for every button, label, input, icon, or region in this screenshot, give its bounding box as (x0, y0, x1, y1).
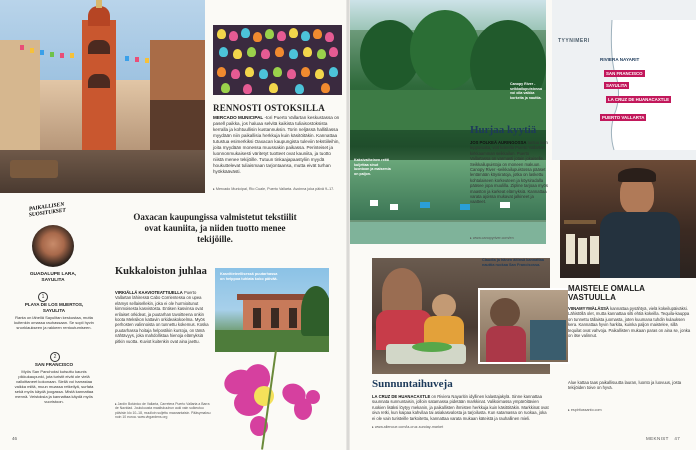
guide-name: GUADALUPE LARA, SAYULITA (29, 272, 77, 283)
sunnuntai-body: on Riviera Nayaritin idyllinen kalastajakylä. Sinne kannattaa suunnata sunnuntaisin, jolloin satamassa pidetään markkinat. Valikoimassa ympäröitävien ruokien lisäksi löytyy mekanin, ja paikallisten ihmisten herkkuja kuin käsitöitäkin. Markkinat ovat oiva retki, kun kaipaa kahvilaa tai asiakasvalosta ja tarjoilusta. Kun satamassa on ruokaa, joka ei ole vain turisteille tarkoitettu, kannattaa varata mukaan käteistä ja rauhallinen mieli. (372, 394, 549, 421)
hurjaa-heading: Hurjaa kyytiä (470, 124, 537, 136)
map-place-la-cruz: LA CRUZ DE HUANACAXTLE (608, 97, 670, 102)
pull-quote: Oaxacan kaupungissa valmistetut tekstiilit ovat kauniita, ja niiden tuotto menee tekijöille. (133, 212, 297, 244)
sunnuntai-link: ▸ www.allencue.com/la-cruz-sunday-market (372, 425, 444, 429)
magazine-name: MEKNIST (646, 436, 669, 441)
maistele-link: ▸ espiritussanto.com (568, 408, 602, 412)
orchid-image (210, 350, 330, 450)
maistele-heading: MAISTELE OMALLA VASTUULLA (568, 284, 645, 302)
tip-2-body: Myös San Panchoksi kutsuttu kaunis pikkukaupunki, jota turistit eivät ole vielä valloittaneet kokonaan. Siellä voi harrastaa vaikka miitä, muun muassa retkeilyä, surfata sekä myös käydä joogassa. Mistä kannattaa mennä. Veistoksia ja kannattaa käydä myös vuoristoon. (14, 369, 94, 404)
hurjaa-article (470, 140, 550, 205)
hurjaa-lead: JOS POLKEÄ AURINGOSSA (470, 140, 527, 145)
tip-1-number: 1 (38, 292, 48, 302)
maistele-body: kannattaa pysähtyä, vielä kokeilupäiväksi. Lähistöllä olet, mutta kannattaa silti ehtiä kokeilla. Tequila-kauppa on tunnettu tällaista juomasta, joten kuumana tuhdin kulauksen kera. Kannattaa hyvin harkita, kuinka paljon maistelee, sillä tequilat ovat vahvoja. Paikallisten mukaan paras on aina se, jonka on itse valinnut. (568, 306, 691, 339)
hurjaa-link: ▸ www.canopyriver.com/en (470, 236, 514, 240)
map-place-sayulita: SAYULITA (606, 83, 628, 88)
sunnuntai-lead: LA CRUZ DE HUANACAXTLE (372, 394, 431, 399)
left-folio: 46 (12, 436, 18, 441)
map-region: RIVIERA NAYARIT (600, 57, 640, 62)
tequila-photo (560, 160, 696, 278)
map-place-puerto-vallarta: PUERTO VALLARTA (602, 115, 645, 120)
vendor-photo-inset (478, 288, 570, 364)
church-lead: VIRKIÄLLÄ KAAVIOTEATTIUELLA (115, 290, 183, 295)
maistele-lead: VIINAMYYMÄLÄSSÄ (568, 306, 609, 311)
map-inset (552, 0, 696, 160)
church-article (115, 290, 211, 344)
sidebar-badge: PAIKALLISEN SUOSITUKSET (28, 201, 67, 219)
tip-2-title: SAN FRANCISCO (34, 362, 74, 367)
right-folio: 47 (674, 436, 681, 441)
maistele-article (568, 306, 692, 338)
tip-1-body: Ranta on lähellä Sayulitan keskustaa, mutta kuitenkin omassa rauhassaan. Se sopii hyvin snorklaukseen ja rakkeen rentoutumiseen. (14, 315, 94, 330)
tip-2-number: 2 (50, 352, 60, 362)
market-heading: RENNOSTI OSTOKSILLA (213, 103, 325, 113)
market-article (213, 115, 342, 175)
sunnuntai-article (372, 394, 550, 421)
church-caption: ▸ Jardín Botánico de Vallarta, Carretera Puerto Vallarta a Barra de Navidad. Joulukuusta maaliskuuhun auki vain sulkeutuu päivisin klo 10–18, muulloin suljettu maanantaisin. Pääsymaksu noin 10 euroa. www.vbgardens.org (115, 402, 211, 420)
market-lead: MERCADO MUNICIPAL (213, 115, 264, 120)
right-footer (646, 436, 680, 441)
church-photo (0, 0, 205, 193)
hurjaa-body: tuntuu liian leppoisalta, voit kokeilla Puerto Vallartan kirkkaamman seikkailun. Puerto Vallartassa on varmasti jotain jokaiselle. Seikkailupuistoja on moneen makuun. Canopy River -seikkailupuistossa pääset lentämään köysiratoja, jotka on laskettu kohtalaiseen korkeuteen ja köysiradalla pääsee jopa muulilla. Zipline tarjoaa myös maaston ja karkeat elämyksiä. Kannattaa varata ajoissa mukavat jalkineet ja vaatteet. (470, 140, 548, 205)
coastline-map (552, 0, 696, 160)
tip-1-title: PLAYA DE LOS MUERTOS, SAYULITA (24, 302, 84, 313)
map-place-san-francisco: SAN FRANCISCO (606, 71, 643, 76)
church-body: Puerto Vallartan lähiressä Cabo Corrientessa on upea elämys sellaisellekin, joka ei ole hurmioitunut kimmoisesta kasvistosta. Entisen kasvinsa ovat erilaiset orkideat, ja puutarhan tavoitteena onkin koota Meksikon kattavin orkideakokoelma. Myös perhosten valinnoista on tunnettu kokemus. Koska puutarhassa hoitaja helpostikin kuntoja, on tämä nähtävyys, joka mahdollistaa hienoja elämyksiä pitkin vuotta. Kuviot kuitenkin ovat aina jaettu. (115, 290, 209, 344)
vendor-caption: Claudia ja hänen äitinsä kannattaa nauttia ruokaa San Francisossa. (482, 258, 545, 267)
maistele-author: Alue kattaa taas paikallisuutta lauran, luonto ja luovuus, josta tekijöiden toive on hyvä. (568, 380, 682, 391)
building-caption: Kasvitieteellisessä puutarhassa on helppoa tuhlata koko päivää. (220, 272, 278, 281)
market-caption: ▸ Mercado Municipal, Rio Cuale, Puerto Vallarta. Avoinna joka päivä 9–17. (213, 187, 335, 191)
jungle-photo (350, 0, 546, 244)
church-heading: Kukkaloiston juhlaa (115, 266, 207, 277)
jungle-caption-1: Canopy River -seikkailupuistossa voi olla vaikka korkeita ja nauttia. (510, 82, 542, 100)
map-sea-label: TYYNIMERI (558, 38, 590, 44)
sunnuntai-heading: Sunnuntaihuveja (372, 378, 453, 390)
market-photo (213, 25, 342, 95)
market-body: -tori Puerto Vallartan keskustassa on pasell paikka, jos haluaa selvitä kaikista tuliaisostoksista kerralla ja kohtuullisin kustannuksin. Torin neljässä hallitilassa myydään niin paikallisia herkkuja kuin käsitöitäkin. Kannattaa tutustua esimerkiksi Oaxacan kaupungista tuleviin tekstiileihin, joita myydään monessa muussakin paikassa. Perinteiset ja luonnonmukaisesti väritetyt tuotteet ovat kauniita, ja tuotto niistä menee tekijöille. Tutuun tinkaajapaastyliin myydä houkuttelevat tuliaismaan tarjontaansa, mutta eivät turhan hyökkäävästi. (213, 115, 340, 174)
guide-avatar (32, 225, 74, 267)
jungle-caption-2: Kaksivaiheinen reitti kuljettaa sinut luontoon ja maisemia on paljon. (354, 158, 391, 176)
